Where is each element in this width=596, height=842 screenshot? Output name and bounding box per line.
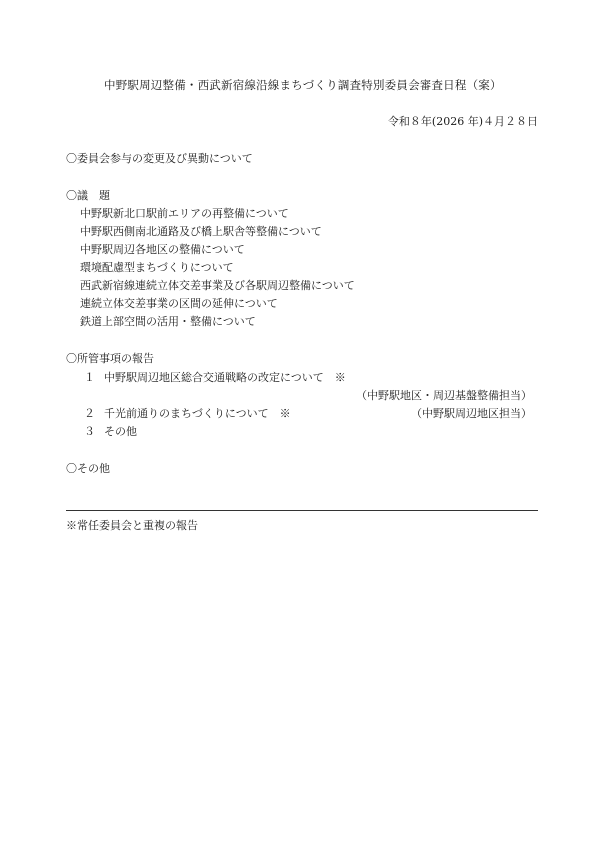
document-date: 令和８年(2026 年)４月２８日 — [387, 115, 538, 128]
agenda-item: 中野駅西側南北通路及び橋上駅舎等整備について — [80, 225, 322, 238]
report-text: 中野駅周辺地区総合交通戦略の改定について ※ — [104, 371, 346, 384]
agenda-item: 環境配慮型まちづくりについて — [80, 261, 234, 274]
agenda-heading: 〇議 題 — [66, 189, 110, 202]
footnote-divider — [66, 510, 538, 511]
agenda-item: 中野駅周辺各地区の整備について — [80, 243, 245, 256]
report-text: その他 — [104, 425, 137, 438]
agenda-item: 鉄道上部空間の活用・整備について — [80, 315, 256, 328]
footnote: ※常任委員会と重複の報告 — [66, 519, 198, 532]
agenda-item: 連続立体交差事業の区間の延伸について — [80, 297, 278, 310]
report-text: 千光前通りのまちづくりについて ※ — [104, 407, 291, 420]
agenda-item: 西武新宿線連続立体交差事業及び各駅周辺整備について — [80, 279, 355, 292]
agenda-item: 中野駅新北口駅前エリアの再整備について — [80, 207, 289, 220]
reports-heading: 〇所管事項の報告 — [66, 352, 154, 365]
report-item — [84, 407, 291, 421]
membership-heading: 〇委員会参与の変更及び異動について — [66, 152, 253, 165]
report-department: （中野駅地区・周辺基盤整備担当） — [356, 389, 532, 402]
report-number: ２ — [84, 407, 95, 420]
report-item — [84, 371, 346, 385]
document-title: 中野駅周辺整備・西武新宿線沿線まちづくり調査特別委員会審査日程（案） — [104, 78, 502, 92]
report-department: （中野駅周辺地区担当） — [411, 407, 532, 420]
report-number: ３ — [84, 425, 95, 438]
report-item — [84, 425, 137, 439]
report-number: １ — [84, 371, 95, 384]
other-heading: 〇その他 — [66, 462, 110, 475]
